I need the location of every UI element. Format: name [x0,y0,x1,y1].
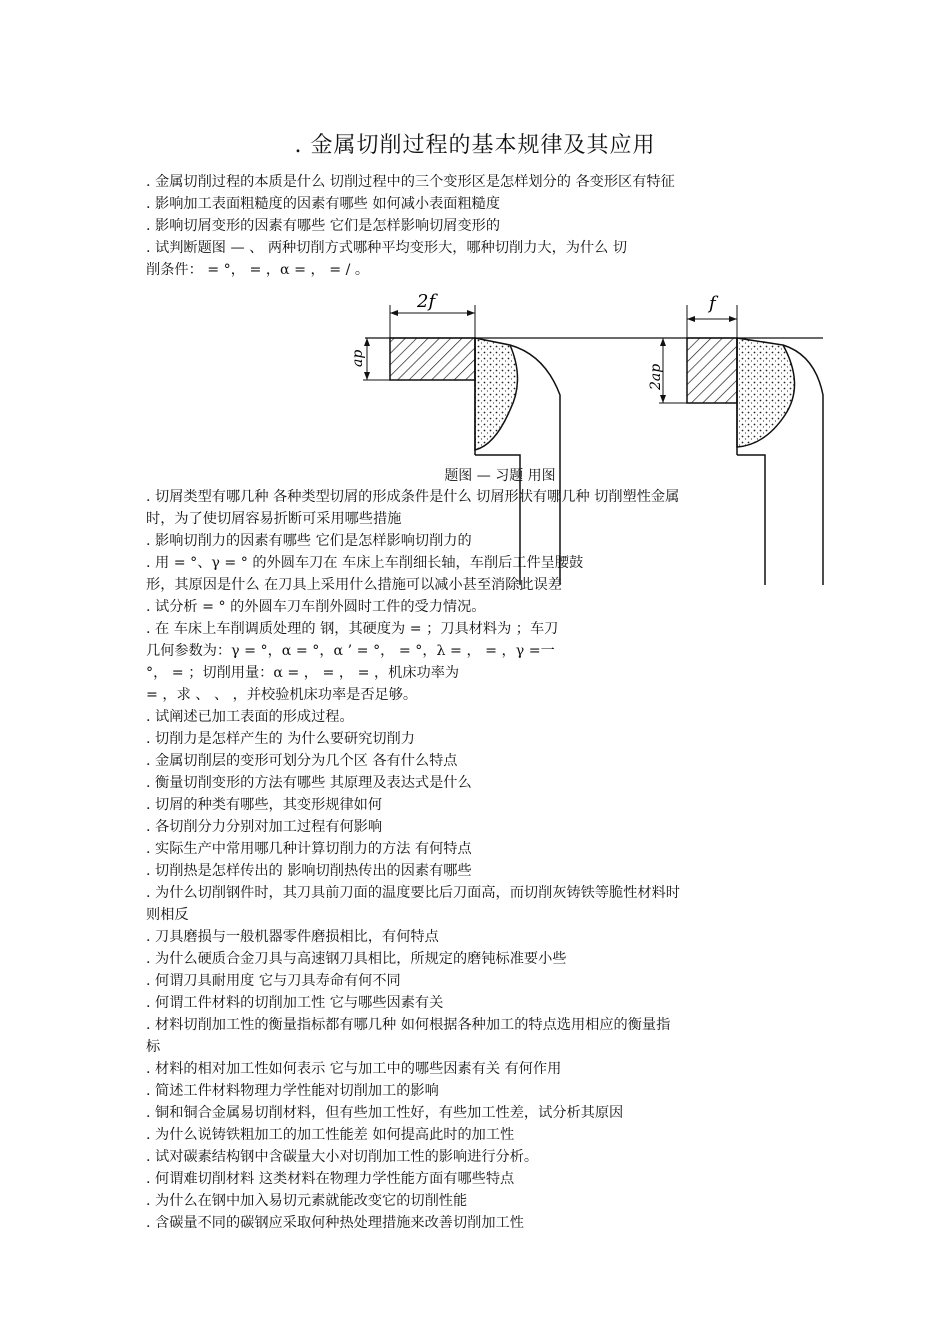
question-line: . 影响切屑变形的因素有哪些 它们是怎样影响切屑变形的 [146,218,501,234]
question-line: . 切屑的种类有哪些，其变形规律如何 [146,797,383,813]
question-line: . 材料的相对加工性如何表示 它与加工中的哪些因素有关 有何作用 [146,1061,562,1077]
label-ap: ap [350,349,366,367]
label-2ap: 2ap [648,363,664,390]
question-line: . 影响加工表面粗糙度的因素有哪些 如何减小表面粗糙度 [146,196,501,212]
question-line: . 衡量切削变形的方法有哪些 其原理及表达式是什么 [146,775,472,791]
question-line: . 各切削分力分别对加工过程有何影响 [146,819,383,835]
question-line: 标 [146,1039,161,1055]
figure-caption: 题图 — 习题 用图 [444,468,556,484]
question-line: °， = ；切削用量：α = ， = ， = ，机床功率为 [146,665,460,681]
question-line: . 切削热是怎样传出的 影响切削热传出的因素有哪些 [146,863,472,879]
question-line: 几何参数为：γ = °，α = °，α ’ = °， = °，λ = ， = ，γ =一 [146,643,555,659]
question-line: . 何谓难切削材料 这类材料在物理力学性能方面有哪些特点 [146,1171,515,1187]
question-line: . 含碳量不同的碳钢应采取何种热处理措施来改善切削加工性 [146,1215,524,1231]
question-line: . 在 车床上车削调质处理的 钢，其硬度为 = ；刀具材料为 ；车刀 [146,621,559,637]
question-line: 形，其原因是什么 在刀具上采用什么措施可以减小甚至消除此误差 [146,577,562,593]
question-line: . 切屑类型有哪几种 各种类型切屑的形成条件是什么 切屑形状有哪几种 切削塑性金属 [146,489,680,505]
question-line: = ，求 、 、 ，并校验机床功率是否足够。 [146,687,418,703]
question-line: . 用 = °、γ = ° 的外圆车刀在 车床上车削细长轴，车削后工件呈腰鼓 [146,555,584,571]
question-line: . 为什么切削钢件时，其刀具前刀面的温度要比后刀面高，而切削灰铸铁等脆性材料时 [146,885,680,901]
question-line: . 何谓工件材料的切削加工性 它与哪些因素有关 [146,995,444,1011]
question-line: 削条件： = °， = ，α = ， = / 。 [146,262,370,278]
question-line: 时，为了使切屑容易折断可采用哪些措施 [146,511,402,527]
label-2f: 2f [417,291,436,312]
question-line: . 金属切削层的变形可划分为几个区 各有什么特点 [146,753,458,769]
question-line: . 试分析 = ° 的外圆车刀车削外圆时工件的受力情况。 [146,599,486,615]
question-line: . 切削力是怎样产生的 为什么要研究切削力 [146,731,415,747]
question-line: . 为什么硬质合金刀具与高速钢刀具相比，所规定的磨钝标准要小些 [146,951,567,967]
question-line: . 试判断题图 — 、 两种切削方式哪种平均变形大，哪种切削力大，为什么 切 [146,240,628,256]
label-f: f [709,293,716,314]
question-line: 则相反 [146,907,189,923]
question-line: . 何谓刀具耐用度 它与刀具寿命有何不同 [146,973,401,989]
question-line: . 为什么说铸铁粗加工的加工性能差 如何提高此时的加工性 [146,1127,515,1143]
question-line: . 试阐述已加工表面的形成过程。 [146,709,354,725]
question-line: . 试对碳素结构钢中含碳量大小对切削加工性的影响进行分析。 [146,1149,539,1165]
question-line: . 影响切削力的因素有哪些 它们是怎样影响切削力的 [146,533,472,549]
question-line: . 铜和铜合金属易切削材料，但有些加工性好，有些加工性差，试分析其原因 [146,1105,624,1121]
question-line: . 简述工件材料物理力学性能对切削加工的影响 [146,1083,439,1099]
question-line: . 金属切削过程的本质是什么 切削过程中的三个变形区是怎样划分的 各变形区有特征 [146,174,675,190]
question-line: . 为什么在钢中加入易切元素就能改变它的切削性能 [146,1193,468,1209]
question-line: . 材料切削加工性的衡量指标都有哪几种 如何根据各种加工的特点选用相应的衡量指 [146,1017,671,1033]
question-line: . 实际生产中常用哪几种计算切削力的方法 有何特点 [146,841,472,857]
page-title: . 金属切削过程的基本规律及其应用 [294,133,656,158]
question-line: . 刀具磨损与一般机器零件磨损相比，有何特点 [146,929,439,945]
